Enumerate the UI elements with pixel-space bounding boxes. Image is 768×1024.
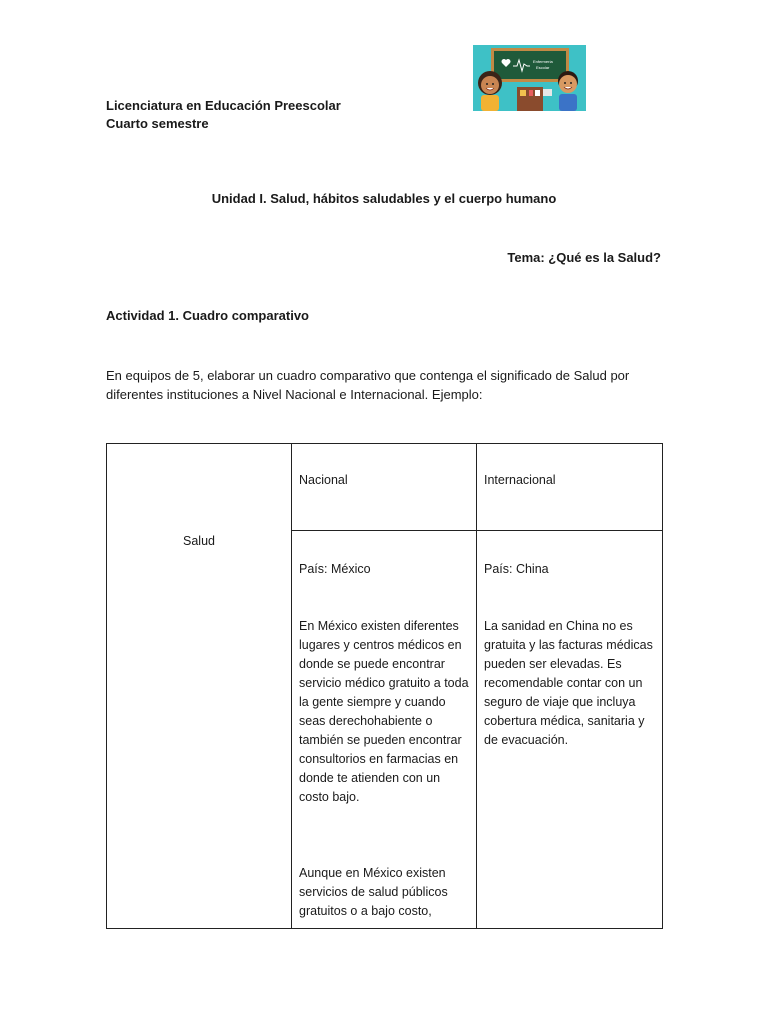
table-row [107,444,663,531]
board-text-2: Escolar [536,65,550,70]
classroom-illustration-svg [473,45,586,111]
shelf-item [529,90,533,96]
board-text-1: Enfermería [533,59,553,64]
row-label: Salud [183,534,215,548]
column-header-international [477,444,663,531]
first-aid-kit-icon [543,89,552,96]
national-cell [292,531,477,929]
international-content [477,531,662,750]
international-cell [477,531,663,929]
national-paragraph-1: En México existen diferentes lugares y centros médicos en donde se puede encontrar servicio médico gratuito a toda la gente siempre y cuando seas derechohabiente o también se pueden encontrar consultorios en farmacias en donde te atienden con un costo bajo. [299,619,469,804]
shelf-item [520,90,526,96]
international-country: País: China [484,562,549,576]
activity-title: Actividad 1. Cuadro comparativo [106,308,309,323]
national-country: País: México [299,562,371,576]
row-label-cell [107,444,292,929]
document-header [106,97,341,133]
national-paragraph-2: Aunque en México existen servicios de salud públicos gratuitos o a bajo costo, [299,866,448,918]
semester: Cuarto semestre [106,116,209,131]
national-content [292,531,476,921]
topic-title: Tema: ¿Qué es la Salud? [507,250,661,265]
girl-character [478,71,502,111]
international-paragraph-1: La sanidad en China no es gratuita y las facturas médicas pueden ser elevadas. Es recomendable contar con un seguro de viaje que incluya cobertura médica, sanitaria y de evacuación. [484,619,653,747]
instructions-paragraph: En equipos de 5, elaborar un cuadro comparativo que contenga el significado de Salud por diferentes instituciones a Nivel Nacional e Internacional. Ejemplo: [106,368,630,402]
degree-name: Licenciatura en Educación Preescolar [106,98,341,113]
unit-title: Unidad I. Salud, hábitos saludables y el cuerpo humano [211,191,557,206]
comparison-table [106,443,663,929]
shelf-item [535,90,540,96]
column-header-national [292,444,477,531]
column-header-national-label: Nacional [299,473,348,487]
boy-character [558,71,578,111]
classroom-illustration [473,45,586,111]
column-header-international-label: Internacional [484,473,556,487]
